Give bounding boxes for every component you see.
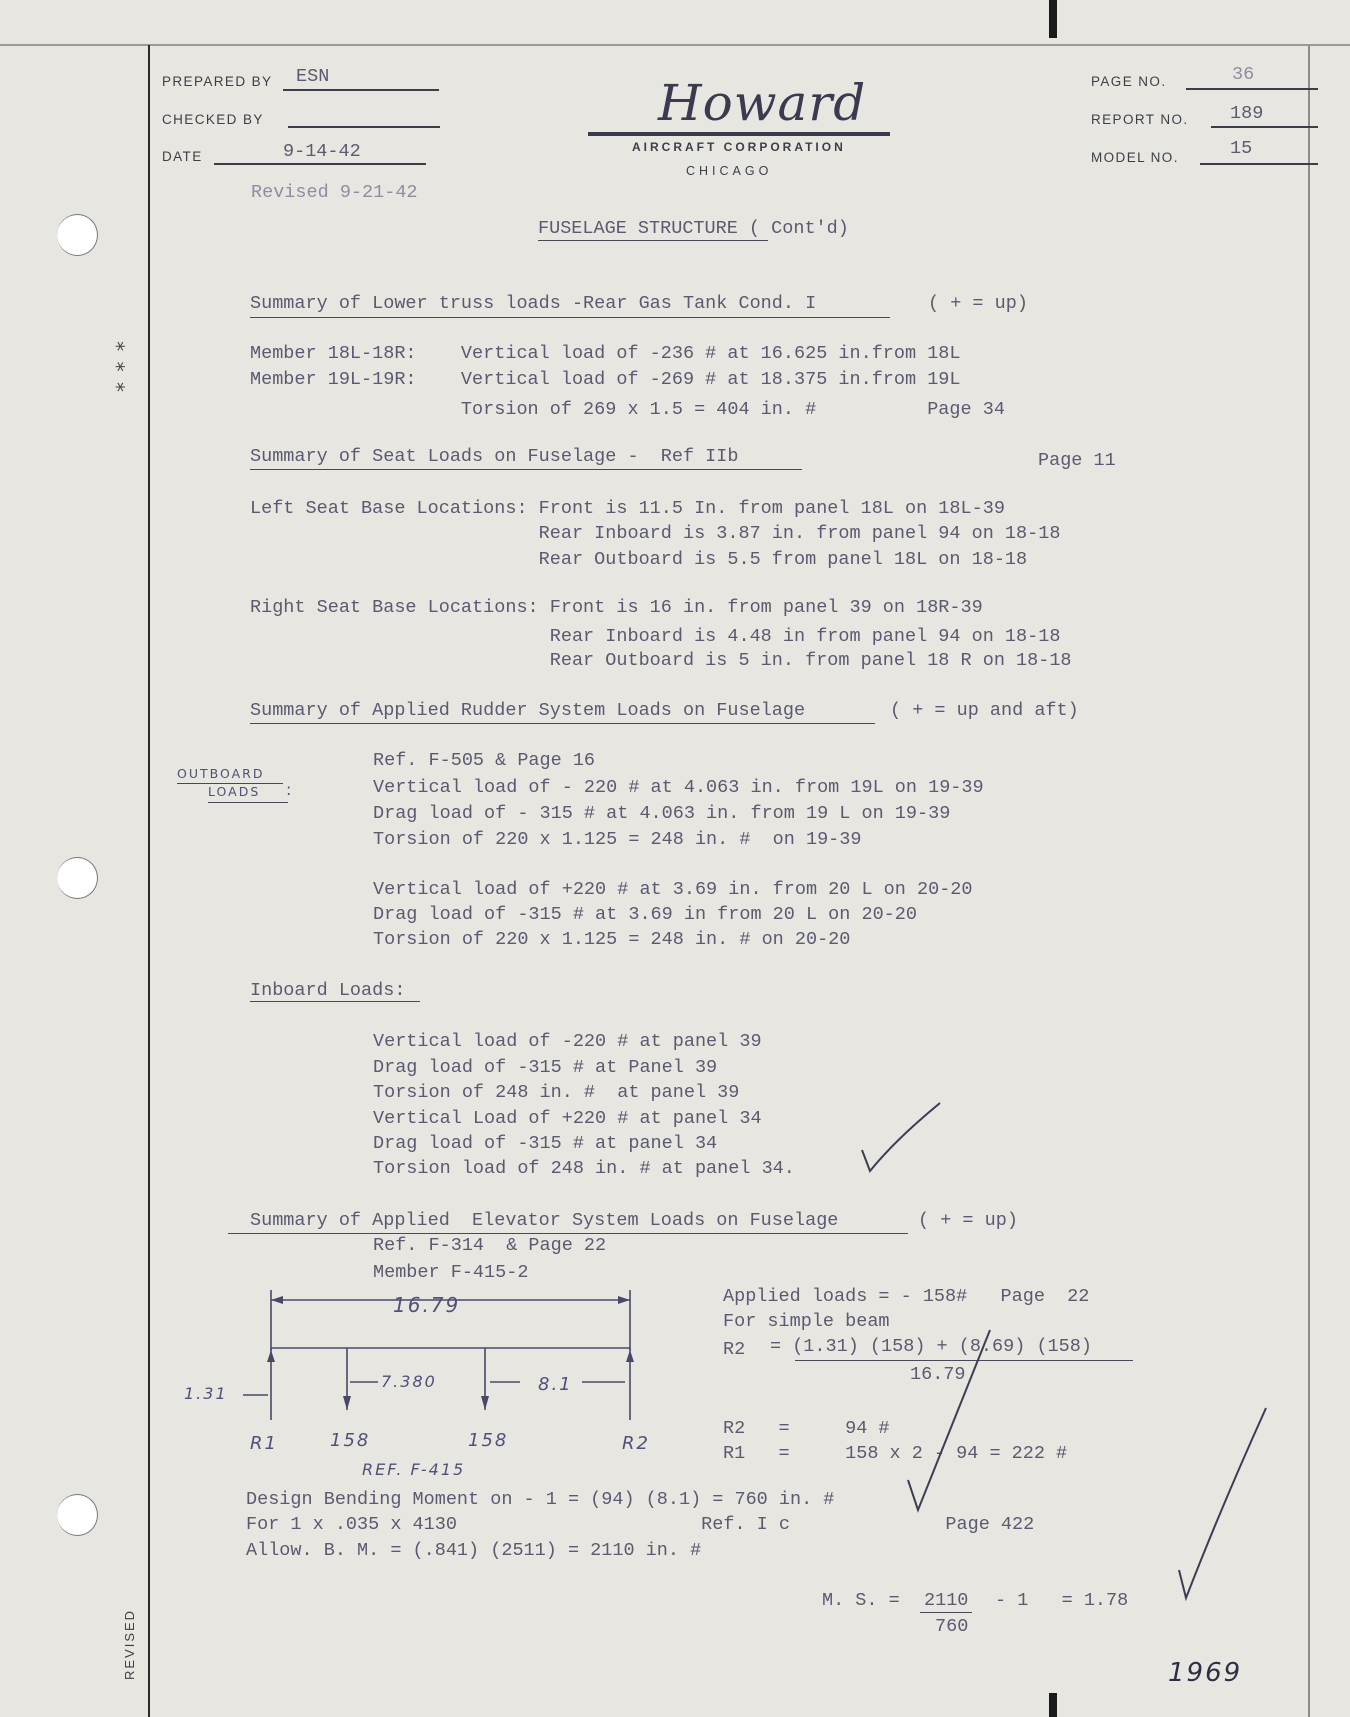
right-seat-line: Rear Inboard is 4.48 in from panel 94 on 18-18 [250,626,1061,647]
outboard-line: Ref. F-505 & Page 16 [373,750,596,771]
span-arrowhead-right [618,1296,630,1304]
outboard-line: Drag load of - 315 # at 4.063 in. from 19 L on 19-39 [373,803,951,824]
lower-truss-heading: Summary of Lower truss loads -Rear Gas Tank Cond. I [250,293,817,314]
seat-loads-heading: Summary of Seat Loads on Fuselage - Ref IIb [250,446,739,467]
footer-handwritten-number: 1969 [1168,1658,1243,1688]
title-underline [538,240,768,241]
r2-label: R2 [622,1433,650,1454]
margin-safety-numerator: 2110 [924,1590,969,1611]
binding-margin-line [148,45,150,1717]
prepared-by-line [283,89,439,91]
howard-logo [588,60,893,186]
lower-truss-underline [250,317,890,318]
simple-beam: For simple beam [723,1311,890,1332]
inboard-heading: Inboard Loads: [250,980,406,1001]
rudder-heading: Summary of Applied Rudder System Loads on Fuselage [250,700,806,721]
logo-city: CHICAGO [686,164,773,178]
page-no-value: 36 [1232,64,1255,85]
elevator-ref: Ref. F-314 & Page 22 [373,1235,607,1256]
checked-by-line [288,126,440,128]
lower-truss-line: Torsion of 269 x 1.5 = 404 in. # Page 34 [250,399,1005,420]
page-title: FUSELAGE STRUCTURE ( Cont'd) [538,218,849,239]
check-mark-icon [900,1320,1000,1520]
inboard-line: Drag load of -315 # at panel 34 [373,1133,718,1154]
outboard-label-loads: LOADS [208,784,261,799]
margin-stars: * * * [112,339,136,392]
r1-label: R1 [250,1433,278,1454]
margin-safety-denominator: 760 [935,1616,969,1637]
check-mark-icon [850,1095,950,1185]
load2-arrowhead [481,1396,489,1410]
inboard-line: Vertical load of -220 # at panel 39 [373,1031,762,1052]
r2-eq-label: R2 [723,1339,746,1360]
left-dim-label: 1.31 [184,1384,228,1403]
lower-truss-sign: ( + = up) [928,293,1028,314]
logo-wordmark: Howard [658,74,867,132]
outboard-label: OUTBOARD [177,766,265,781]
outboard-label-underline-2 [208,802,288,803]
inboard-underline [250,1001,420,1002]
rudder-sign: ( + = up and aft) [890,700,1079,721]
punch-hole [57,1494,98,1536]
prepared-by-label: PREPARED BY [162,74,273,89]
outboard-line: Torsion of 220 x 1.125 = 248 in. # on 19-39 [373,829,862,850]
inboard-line: Torsion of 248 in. # at panel 39 [373,1082,740,1103]
model-no-value: 15 [1230,138,1253,159]
inboard-line: Torsion load of 248 in. # at panel 34. [373,1158,795,1179]
mid-dim-label: 7.380 [381,1372,437,1391]
bending-line: Allow. B. M. = (.841) (2511) = 2110 in. # [246,1540,702,1561]
report-no-line [1211,126,1318,128]
right-dim-label: 8.1 [538,1374,573,1395]
check-mark-icon [1170,1400,1280,1610]
span-label: 16.79 [393,1293,461,1317]
page-no-label: PAGE NO. [1091,74,1167,89]
logo-subtitle: AIRCRAFT CORPORATION [632,140,846,154]
report-no-value: 189 [1230,103,1264,124]
margin-safety-result: - 1 = 1.78 [995,1590,1129,1611]
load1-label: 158 [330,1430,371,1451]
margin-revised: REVISED [122,1608,137,1680]
outboard-label-underline [177,783,283,784]
span-arrowhead-left [271,1296,283,1304]
model-no-label: MODEL NO. [1091,150,1179,165]
left-seat-line: Left Seat Base Locations: Front is 11.5 In. from panel 18L on 18L-39 [250,498,1005,519]
checked-by-label: CHECKED BY [162,112,264,127]
lower-truss-line: Member 19L-19R: Vertical load of -269 # at 18.375 in.from 19L [250,369,961,390]
seat-loads-page: Page 11 [1038,450,1116,471]
r1-arrowhead [267,1350,275,1362]
outboard-line-2: Drag load of -315 # at 3.69 in from 20 L on 20-20 [373,904,917,925]
r1-value: R1 = 158 x 2 - 94 = 222 # [723,1443,1068,1464]
bending-line: For 1 x .035 x 4130 Ref. I c Page 422 [246,1514,1035,1535]
rudder-underline [250,723,875,724]
elevator-heading: Summary of Applied Elevator System Loads on Fuselage [250,1210,839,1231]
outboard-line: Vertical load of - 220 # at 4.063 in. from 19L on 19-39 [373,777,984,798]
right-seat-line: Rear Outboard is 5 in. from panel 18 R on 18-18 [250,650,1072,671]
right-seat-line: Right Seat Base Locations: Front is 16 in. from panel 39 on 18R-39 [250,597,983,618]
left-seat-line: Rear Inboard is 3.87 in. from panel 94 on 18-18 [250,523,1061,544]
r2-arrowhead [626,1350,634,1362]
elevator-sign: ( + = up) [918,1210,1018,1231]
r2-equation: = (1.31) (158) + (8.69) (158) [770,1336,1092,1357]
report-no-label: REPORT NO. [1091,112,1189,127]
outboard-line-2: Torsion of 220 x 1.125 = 248 in. # on 20-20 [373,929,851,950]
punch-hole [57,857,98,899]
outboard-colon: : [286,780,294,799]
date-label: DATE [162,149,203,164]
load2-label: 158 [468,1430,509,1451]
outboard-line-2: Vertical load of +220 # at 3.69 in. from 20 L on 20-20 [373,879,973,900]
revised-date: Revised 9-21-42 [251,182,418,203]
seat-loads-underline [250,469,802,470]
margin-safety-label: M. S. = [822,1590,900,1611]
clip-mark-bottom [1049,1693,1057,1717]
load1-arrowhead [343,1396,351,1410]
punch-hole [57,214,98,256]
diagram-ref: REF. F-415 [362,1460,466,1479]
date-value: 9-14-42 [283,141,361,162]
elevator-ref: Member F-415-2 [373,1262,529,1283]
r2-value: R2 = 94 # [723,1418,890,1439]
r2-denominator: 16.79 [910,1364,966,1385]
inboard-line: Drag load of -315 # at Panel 39 [373,1057,718,1078]
left-seat-line: Rear Outboard is 5.5 from panel 18L on 18-18 [250,549,1028,570]
bending-line: Design Bending Moment on - 1 = (94) (8.1) = 760 in. # [246,1489,835,1510]
model-no-line [1200,163,1318,165]
prepared-by-value: ESN [296,66,330,87]
date-line [214,163,426,165]
lower-truss-line: Member 18L-18R: Vertical load of -236 # at 16.625 in.from 18L [250,343,961,364]
right-edge [1308,45,1310,1717]
inboard-line: Vertical Load of +220 # at panel 34 [373,1108,762,1129]
clip-mark-top [1049,0,1057,38]
top-edge [0,44,1350,46]
applied-loads: Applied loads = - 158# Page 22 [723,1286,1090,1307]
page-no-line [1186,88,1318,90]
margin-safety-bar [920,1612,972,1613]
logo-underline [588,132,890,136]
